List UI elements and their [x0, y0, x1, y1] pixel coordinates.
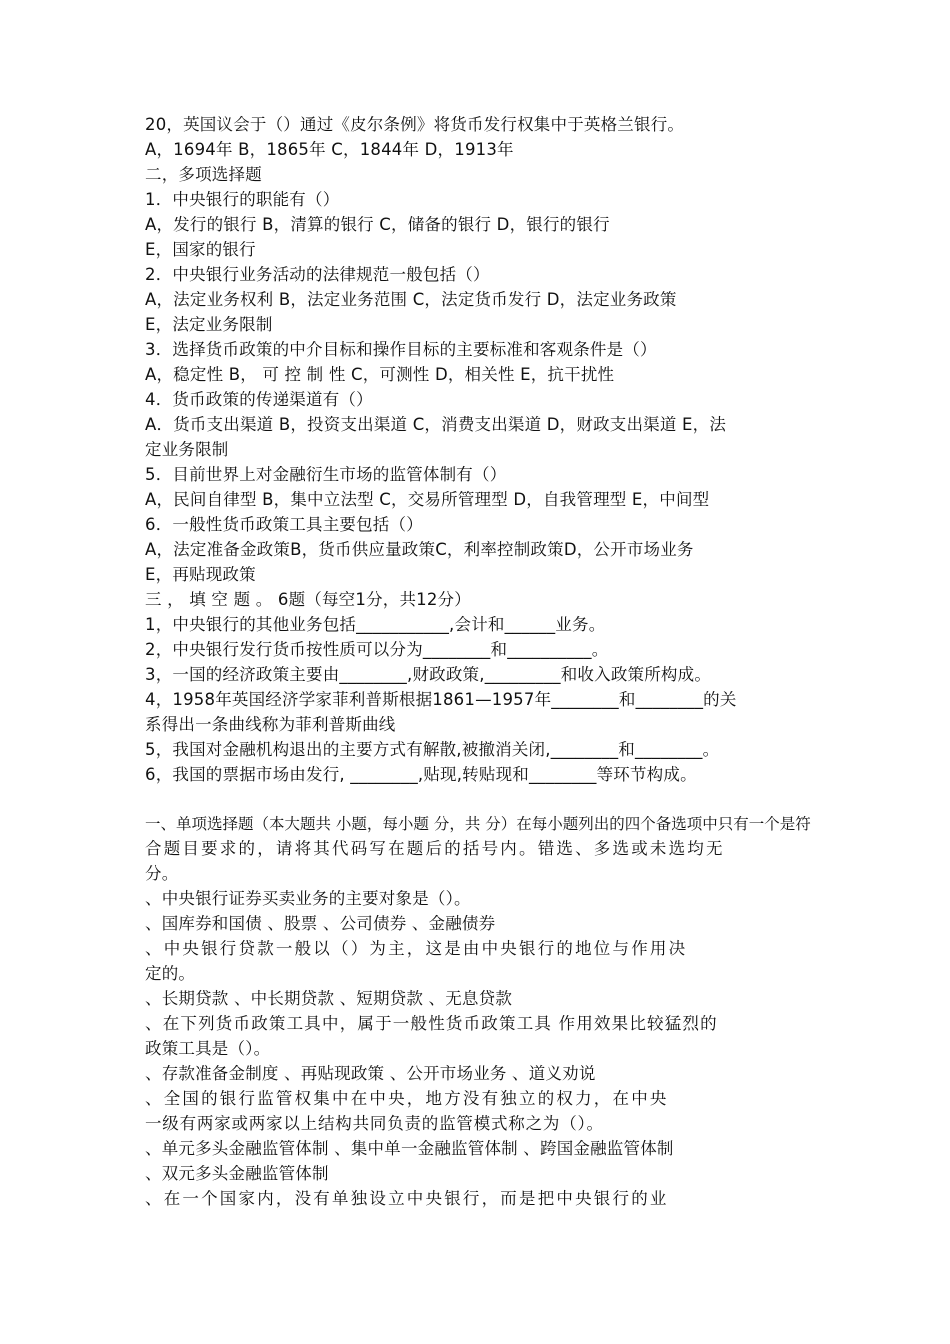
- fill-question-1: 1，中央银行的其他业务包括___________,会计和______业务。: [145, 615, 606, 634]
- fill-question-2: 2，中央银行发行货币按性质可以分为________和__________。: [145, 640, 609, 659]
- mc-question-2-options: A，法定业务权利 B，法定业务范围 C，法定货币发行 D，法定业务政策: [145, 290, 677, 309]
- mc-question-1-options-cont: E，国家的银行: [145, 240, 256, 259]
- section-single-choice-instructions: 合题目要求的，请将其代码写在题后的括号内。错选、多选或未选均无: [145, 839, 725, 858]
- fill-question-3: 3，一国的经济政策主要由________,财政政策,_________和收入政策所构成。: [145, 665, 712, 684]
- question-20: 20，英国议会于（）通过《皮尔条例》将货币发行权集中于英格兰银行。: [145, 115, 685, 134]
- mc-question-4: 4．货币政策的传递渠道有（）: [145, 390, 373, 409]
- section-multiple-choice-heading: 二，多项选择题: [145, 165, 262, 184]
- section-single-choice-instructions-end: 分。: [145, 864, 179, 883]
- mc-question-1-options: A，发行的银行 B，清算的银行 C，储备的银行 D，银行的银行: [145, 215, 610, 234]
- question-20-options: A，1694年 B，1865年 C，1844年 D，1913年: [145, 140, 514, 159]
- mc-question-5: 5．目前世界上对金融衍生市场的监管体制有（）: [145, 465, 507, 484]
- mc-question-4-options-cont: 定业务限制: [145, 440, 229, 459]
- mc-question-1: 1．中央银行的职能有（）: [145, 190, 340, 209]
- section-fill-in-heading: 三 ， 填 空 题 。 6题（每空1分，共12分）: [145, 590, 471, 609]
- sc-question-1: 、中央银行证券买卖业务的主要对象是（）。: [145, 889, 471, 908]
- sc-question-2: 、中央银行贷款一般以（）为主，这是由中央银行的地位与作用决: [145, 939, 688, 958]
- mc-question-6-options: A，法定准备金政策B，货币供应量政策C，利率控制政策D，公开市场业务: [145, 540, 694, 559]
- sc-question-4-options: 、单元多头金融监管体制 、集中单一金融监管体制 、跨国金融监管体制: [145, 1139, 674, 1158]
- fill-question-5: 5，我国对金融机构退出的主要方式有解散,被撤消关闭,________和________。: [145, 740, 720, 759]
- sc-question-3-cont: 政策工具是（）。: [145, 1039, 271, 1058]
- sc-question-4-options-cont: 、双元多头金融监管体制: [145, 1164, 329, 1183]
- sc-question-3-options: 、存款准备金制度 、再贴现政策 、公开市场业务 、道义劝说: [145, 1064, 596, 1083]
- mc-question-5-options: A，民间自律型 B，集中立法型 C，交易所管理型 D，自我管理型 E，中间型: [145, 490, 710, 509]
- mc-question-6-options-cont: E，再贴现政策: [145, 565, 256, 584]
- mc-question-3: 3．选择货币政策的中介目标和操作目标的主要标准和客观条件是（）: [145, 340, 657, 359]
- fill-question-4-cont: 系得出一条曲线称为菲利普斯曲线: [145, 715, 396, 734]
- sc-question-3: 、在下列货币政策工具中，属于一般性货币政策工具 作用效果比较猛烈的: [145, 1014, 718, 1033]
- sc-question-2-cont: 定的。: [145, 964, 196, 983]
- sc-question-1-options: 、国库券和国债 、股票 、公司债券 、金融债券: [145, 914, 496, 933]
- mc-question-4-options: A．货币支出渠道 B，投资支出渠道 C，消费支出渠道 D，财政支出渠道 E，法: [145, 415, 727, 434]
- sc-question-4-cont: 一级有两家或两家以上结构共同负责的监管模式称之为（）。: [145, 1114, 604, 1133]
- sc-question-4: 、全国的银行监管权集中在中央，地方没有独立的权力，在中央: [145, 1089, 669, 1108]
- mc-question-6: 6．一般性货币政策工具主要包括（）: [145, 515, 423, 534]
- fill-question-4: 4，1958年英国经济学家菲利普斯根据1861—1957年________和________的关: [145, 690, 737, 709]
- mc-question-3-options: A，稳定性 B， 可 控 制 性 C，可测性 D，相关性 E，抗干扰性: [145, 365, 615, 384]
- fill-question-6: 6，我国的票据市场由发行, ________,贴现,转贴现和________等环节构成。: [145, 765, 697, 784]
- mc-question-2-options-cont: E，法定业务限制: [145, 315, 273, 334]
- section-single-choice-heading: 一、单项选择题（本大题共 小题，每小题 分，共 分）在每小题列出的四个备选项中只有一个是符: [145, 815, 811, 833]
- sc-question-5: 、在一个国家内，没有单独设立中央银行，而是把中央银行的业: [145, 1189, 669, 1208]
- sc-question-2-options: 、长期贷款 、中长期贷款 、短期贷款 、无息贷款: [145, 989, 513, 1008]
- mc-question-2: 2．中央银行业务活动的法律规范一般包括（）: [145, 265, 490, 284]
